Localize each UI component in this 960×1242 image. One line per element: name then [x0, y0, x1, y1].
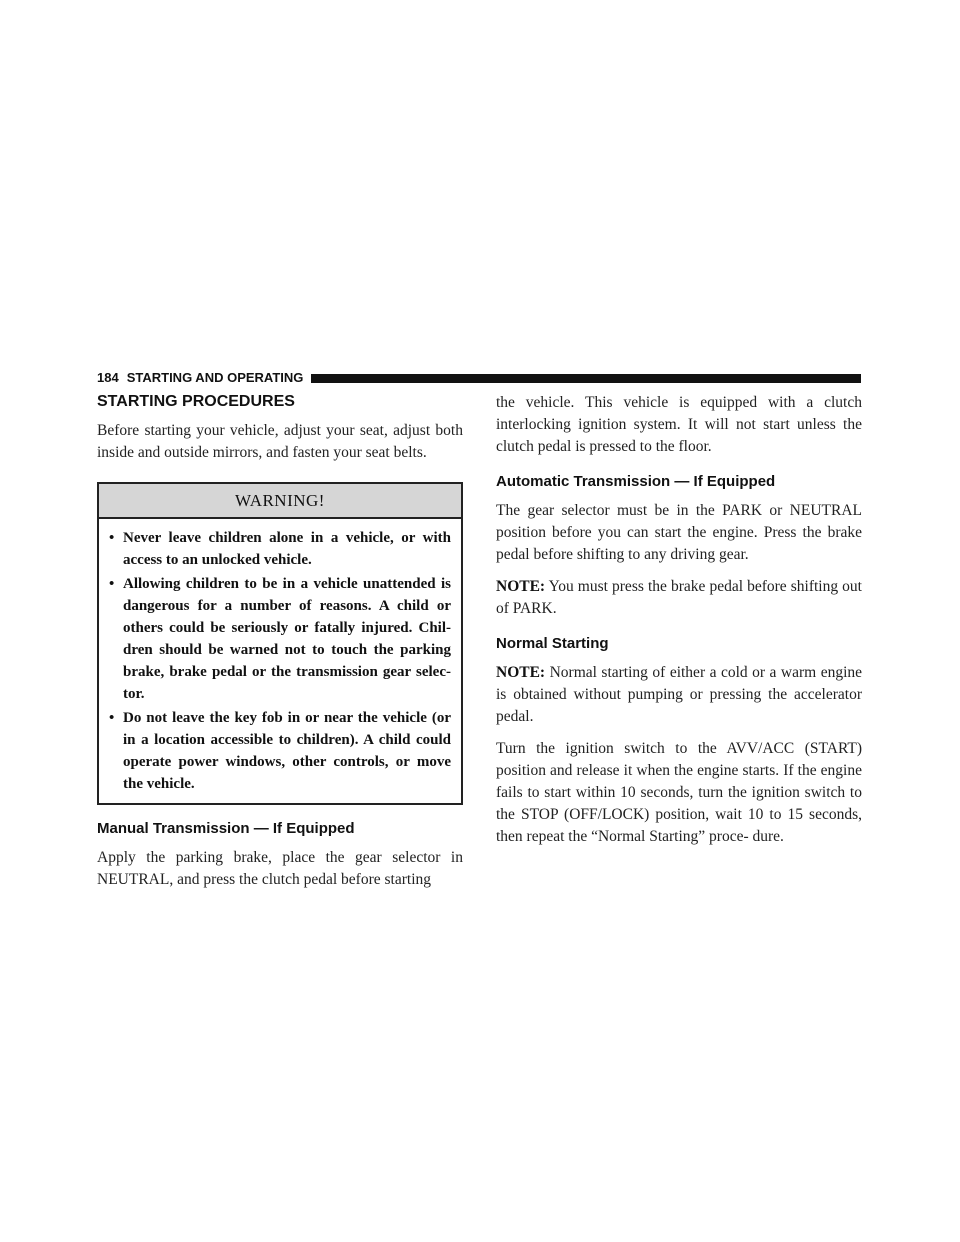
normal-starting-paragraph: Turn the ignition switch to the AVV/ACC (START) position and release it when the engine starts. If the engine fails to start within 10 seconds, turn the ignition switch to the STOP (OFF/LOCK) position, wait 10 to 15 seconds, then repeat the “Normal Starting” proce- dure. [496, 740, 862, 845]
note-label: NOTE: [496, 578, 546, 595]
warning-item-text: Do not leave the key fob in or near the vehicle (or in a location accessible to children). A child could operate power windows, other controls, or move the vehicle. [123, 710, 451, 792]
manual-transmission-paragraph: Apply the parking brake, place the gear selector in NEUTRAL, and press the clutch pedal before starting [97, 849, 463, 888]
header-rule [311, 374, 861, 383]
left-column [97, 392, 463, 901]
automatic-note [496, 576, 862, 620]
warning-item [109, 707, 451, 795]
bullet-icon: • [109, 576, 115, 592]
section-title: STARTING PROCEDURES [97, 393, 295, 410]
page-header [97, 371, 861, 385]
right-column [496, 392, 862, 858]
warning-box [97, 482, 463, 805]
intro-paragraph: Before starting your vehicle, adjust your seat, adjust both inside and outside mirrors, and fasten your seat belts. [97, 422, 463, 461]
note-text: Normal starting of either a cold or a warm engine is obtained without pumping or pressing the accelerator pedal. [496, 664, 863, 725]
warning-title: WARNING! [99, 484, 461, 519]
automatic-transmission-heading: Automatic Transmission — If Equipped [496, 473, 776, 490]
note-text: You must press the brake pedal before shifting out of PARK. [496, 578, 862, 617]
normal-starting-heading: Normal Starting [496, 635, 609, 652]
bullet-icon: • [109, 530, 115, 546]
section-name: STARTING AND OPERATING [126, 370, 304, 385]
manual-transmission-continued: the vehicle. This vehicle is equipped with a clutch interlocking ignition system. It will not start unless the clutch pedal is pressed to the floor. [496, 394, 862, 455]
warning-item-text: Never leave children alone in a vehicle, or with access to an unlocked vehicle. [123, 530, 451, 568]
note-label: NOTE: [496, 664, 546, 681]
warning-item [109, 527, 451, 571]
warning-item [109, 573, 451, 705]
normal-starting-note [496, 662, 862, 728]
page-number: 184 [97, 370, 119, 385]
bullet-icon: • [109, 710, 115, 726]
warning-list [99, 519, 461, 803]
warning-item-text: Allowing children to be in a vehicle unattended is dangerous for a number of reasons. A child or others could be seriously or fatally injured. Chil- dren should be warned not to touch the parking brake, brake pedal or the transmission gear selec- tor. [123, 576, 451, 702]
manual-transmission-heading: Manual Transmission — If Equipped [97, 820, 355, 837]
automatic-transmission-paragraph: The gear selector must be in the PARK or NEUTRAL position before you can start the engine. Press the brake pedal before shifting to any driving gear. [496, 502, 862, 563]
